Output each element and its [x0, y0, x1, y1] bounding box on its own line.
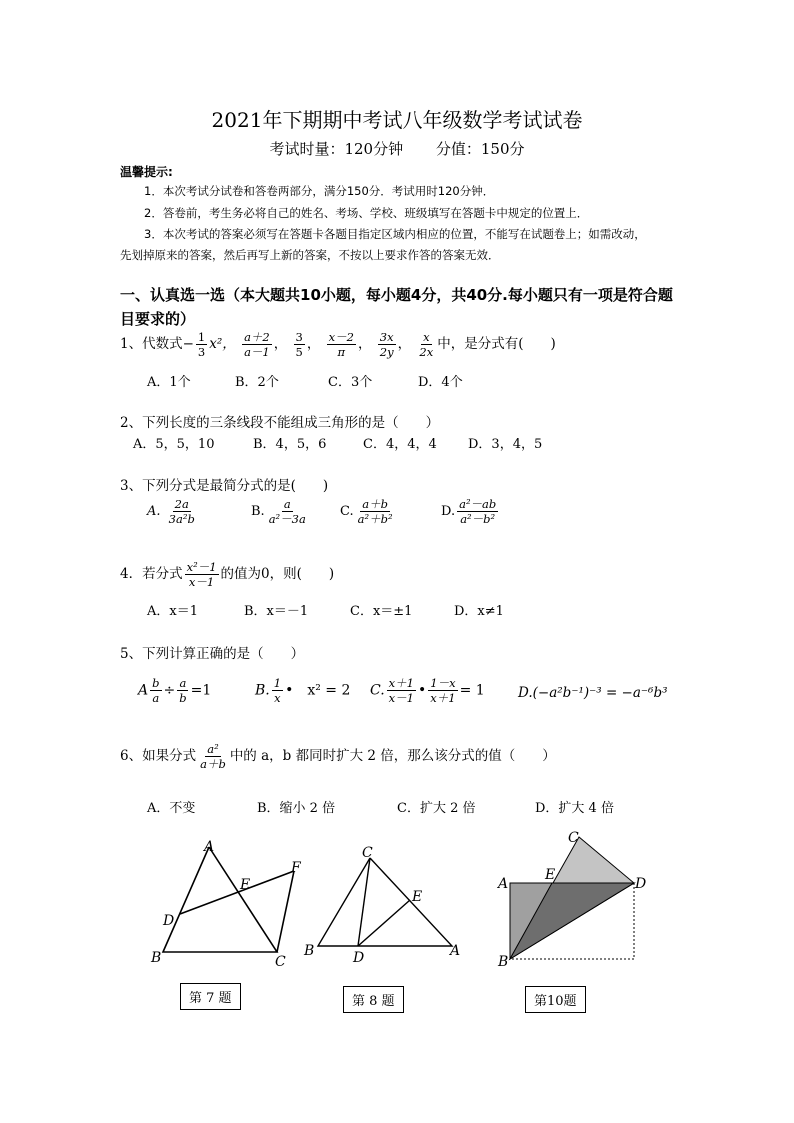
q1-sep: ，	[357, 336, 372, 352]
q5-a-f1-num: b	[152, 676, 160, 690]
q1-option-c[interactable]: C．3个	[328, 375, 373, 390]
fig8-line-de	[358, 900, 410, 946]
fig10-label-b: B	[498, 954, 509, 970]
q5-d-expr: (−a²b⁻¹)⁻³ = −a⁻⁶b³	[532, 685, 668, 701]
q5-option-d[interactable]	[518, 685, 668, 701]
fig7-line-df	[180, 871, 294, 914]
q1-f5-num: 3x	[379, 330, 394, 344]
q5-a-tail: =1	[190, 682, 212, 699]
q3-a-fraction	[167, 497, 197, 526]
q1-f3-num: 3	[295, 330, 303, 344]
q5-c-label: C.	[370, 682, 385, 699]
q3-c-num: a＋b	[362, 497, 388, 511]
figure-7-caption: 第 7 题	[180, 983, 241, 1010]
q3-a-label: A.	[147, 504, 161, 519]
q1-sep: ，	[306, 336, 321, 352]
q1-suffix: 中，是分式有( )	[437, 336, 556, 352]
fig7-label-b: B	[151, 950, 162, 966]
q4-num: x²－1	[186, 560, 217, 574]
fig10-label-a: A	[498, 876, 509, 892]
figure-10-diagram	[495, 825, 655, 975]
fig10-label-d: D	[635, 876, 647, 892]
q3-c-fraction	[356, 497, 395, 526]
q4-option-a[interactable]: A．x＝1	[147, 604, 198, 619]
fig8-label-c: C	[362, 845, 373, 861]
q1-option-b[interactable]: B．2个	[235, 375, 279, 390]
q5-a-frac2	[177, 676, 188, 705]
tip-item: 先划掉原来的答案，然后再写上新的答案，不按以上要求作答的答案无效．	[120, 248, 500, 262]
fig10-label-e: E	[545, 867, 556, 883]
fig7-label-a: A	[204, 839, 215, 855]
q3-d-den: a²－b²	[460, 512, 496, 526]
q1-f1-tail: x²，	[209, 336, 236, 352]
q1-f2-num: a＋2	[244, 330, 270, 344]
q6-suffix: 中的 a，b 都同时扩大 2 倍，那么该分式的值（ ）	[229, 748, 556, 764]
q5-c-f1-den: x－1	[388, 691, 414, 705]
question-3-stem: 3、下列分式是最简分式的是( )	[120, 478, 329, 494]
q6-option-c[interactable]: C．扩大 2 倍	[397, 801, 476, 816]
fig8-label-b: B	[304, 943, 315, 959]
fig8-label-a: A	[450, 943, 461, 959]
q1-f1-num: 1	[197, 330, 206, 344]
fig8-label-e: E	[412, 889, 423, 905]
q6-option-a[interactable]: A．不变	[147, 801, 196, 816]
q5-a-op: ÷	[163, 682, 176, 699]
q1-f2-den: a－1	[244, 345, 270, 359]
q1-minus: −	[182, 336, 194, 352]
tip-item: 3．本次考试的答案必须写在答题卡各题目指定区域内相应的位置，不能写在试题卷上；如需改动，	[144, 227, 646, 241]
q2-option-a[interactable]: A．5，5，10	[133, 437, 215, 452]
question-2-stem: 2、下列长度的三条线段不能组成三角形的是（ ）	[120, 415, 440, 431]
exam-duration: 考试时量：120分钟	[269, 140, 404, 158]
q1-f6-num: x	[423, 330, 430, 344]
figure-10-caption: 第10题	[525, 986, 586, 1013]
q6-num: a²	[207, 742, 219, 756]
fig8-triangle-cba	[318, 858, 452, 946]
q3-a-den: 3a²b	[168, 512, 195, 526]
q5-c-frac1	[387, 676, 416, 705]
question-5-stem: 5、下列计算正确的是（ ）	[120, 646, 305, 662]
q5-a-f2-den: b	[179, 691, 187, 705]
q3-b-label: B.	[251, 504, 265, 519]
q1-option-d[interactable]: D．4个	[418, 375, 463, 390]
q1-fraction-4	[327, 330, 356, 359]
q5-option-c[interactable]	[370, 676, 485, 705]
q2-option-d[interactable]: D．3，4，5	[468, 437, 543, 452]
q3-option-a[interactable]	[147, 497, 199, 526]
q1-fraction-2	[242, 330, 272, 359]
q4-option-b[interactable]: B．x＝－1	[244, 604, 309, 619]
q3-c-den: a²＋b²	[357, 512, 393, 526]
q5-d-label: D.	[518, 685, 533, 701]
question-1-stem	[120, 330, 556, 359]
q1-f3-den: 5	[295, 345, 303, 359]
tip-item: 2．答卷前，考生务必将自己的姓名、考场、学校、班级填写在答题卡中规定的位置上．	[144, 206, 589, 220]
q5-a-f1-den: a	[152, 691, 160, 705]
q3-option-d[interactable]	[441, 497, 500, 526]
q3-a-num: 2a	[174, 497, 189, 511]
q6-option-d[interactable]: D．扩大 4 倍	[535, 801, 614, 816]
q5-b-f1-num: 1	[273, 676, 282, 690]
figure-8-diagram	[300, 840, 470, 970]
fig8-label-d: D	[353, 950, 365, 966]
q5-a-frac1	[150, 676, 161, 705]
q3-d-fraction	[457, 497, 498, 526]
q1-sep: ，	[397, 336, 412, 352]
fig7-line-fc	[277, 871, 294, 952]
tips-heading: 温馨提示:	[120, 165, 173, 179]
q4-option-d[interactable]: D．x≠1	[454, 604, 504, 619]
question-6-stem	[120, 742, 556, 771]
q5-option-a[interactable]	[138, 676, 211, 705]
exam-total-score: 分值：150分	[435, 140, 525, 158]
q1-prefix: 1、代数式	[120, 336, 183, 352]
q5-b-tail: • x² = 2	[285, 682, 351, 699]
exam-info	[0, 138, 794, 159]
q3-d-label: D.	[441, 504, 456, 519]
q4-den: x－1	[188, 575, 215, 589]
q1-sep: ，	[273, 336, 288, 352]
section-heading: 一、认真选一选（本大题共10小题，每小题4分，共40分.每小题只有一项是符合题目要求的）	[120, 286, 673, 328]
q2-option-b[interactable]: B．4，5，6	[253, 437, 327, 452]
q2-option-c[interactable]: C．4，4，4	[363, 437, 437, 452]
fig8-line-cd	[358, 858, 370, 946]
question-4-stem	[120, 560, 334, 589]
q5-option-b[interactable]	[255, 676, 350, 705]
figure-8-caption: 第 8 题	[343, 986, 404, 1013]
fig7-label-e: E	[240, 877, 251, 893]
q1-fraction-6	[417, 330, 435, 359]
q5-a-label: A	[138, 682, 149, 699]
q4-suffix: 的值为0，则( )	[220, 566, 335, 582]
q6-den: a＋b	[200, 757, 226, 771]
q4-fraction	[185, 560, 219, 589]
q1-f5-den: 2y	[379, 345, 394, 359]
q1-f6-den: 2x	[419, 345, 434, 359]
q4-option-c[interactable]: C．x＝±1	[350, 604, 413, 619]
q3-option-c[interactable]	[340, 497, 397, 526]
q5-c-f2-den: x＋1	[430, 691, 456, 705]
q1-f4-den: π	[337, 345, 346, 359]
q5-b-label: B.	[255, 682, 270, 699]
fig7-label-c: C	[275, 954, 286, 970]
q5-c-frac2	[428, 676, 457, 705]
q5-c-f1-num: x＋1	[388, 676, 414, 690]
q3-b-fraction	[267, 497, 308, 526]
q3-b-num: a	[283, 497, 291, 511]
q5-c-f2-num: 1－x	[430, 676, 456, 690]
q3-option-b[interactable]	[251, 497, 310, 526]
tip-item: 1．本次考试分试卷和答卷两部分，满分150分．考试用时120分钟．	[144, 184, 495, 198]
page-title: 2021年下期期中考试八年级数学考试试卷	[211, 108, 583, 132]
q1-f1-den: 3	[197, 345, 206, 359]
q1-f4-num: x－2	[328, 330, 354, 344]
fig7-label-d: D	[163, 913, 175, 929]
q6-fraction	[198, 742, 228, 771]
fig7-label-f: F	[291, 860, 301, 876]
q5-b-frac1	[272, 676, 283, 705]
q4-prefix: 4．若分式	[120, 566, 183, 582]
fig10-label-c: C	[568, 830, 579, 846]
figure-7-diagram	[145, 835, 310, 970]
q1-fraction-5	[378, 330, 396, 359]
q5-b-f1-den: x	[274, 691, 281, 705]
q5-c-tail: = 1	[459, 682, 485, 699]
q5-a-f2-num: a	[179, 676, 187, 690]
q6-option-b[interactable]: B．缩小 2 倍	[257, 801, 336, 816]
q1-fraction-1	[196, 330, 207, 359]
q6-prefix: 6、如果分式	[120, 748, 197, 764]
q3-c-label: C.	[340, 504, 354, 519]
q3-b-den: a²－3a	[268, 512, 306, 526]
q1-option-a[interactable]: A．1个	[147, 375, 191, 390]
q1-fraction-3	[294, 330, 305, 359]
q3-d-num: a²－ab	[459, 497, 497, 511]
q5-c-op: •	[417, 682, 427, 699]
